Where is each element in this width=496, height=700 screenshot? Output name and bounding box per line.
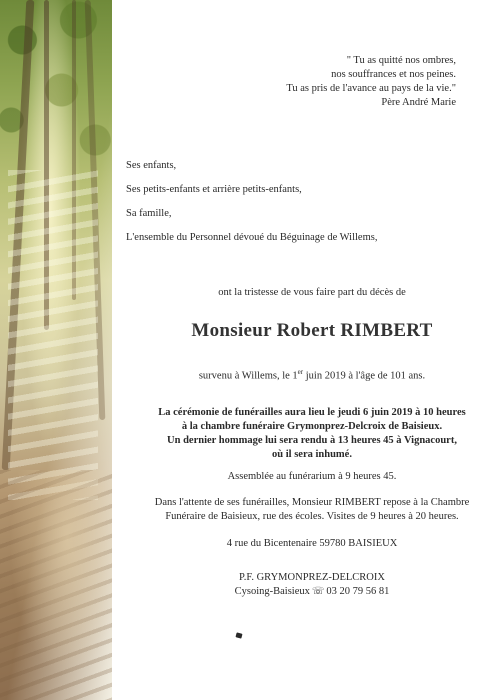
ceremony-line: Un dernier hommage lui sera rendu à 13 heures 45 à Vignacourt, [167, 435, 457, 446]
scan-mark [235, 632, 242, 638]
forest-path-photo [0, 0, 112, 700]
address: 4 rue du Bicentenaire 59780 BAISIEUX [226, 538, 398, 549]
ceremony-line: où il sera inhumé. [272, 449, 352, 460]
family-line: Ses petits-enfants et arrière petits-enfants, [126, 184, 302, 195]
funeral-home-name: P.F. GRYMONPREZ-DELCROIX [239, 572, 385, 583]
quote-line: nos souffrances et nos peines. [331, 69, 456, 80]
death-notice [112, 368, 496, 382]
family-line: L'ensemble du Personnel dévoué du Béguinage de Willems, [126, 232, 378, 243]
funeral-home-city: Cysoing-Baisieux [234, 586, 310, 597]
forest-path [0, 470, 112, 700]
light-rays [8, 170, 98, 500]
family-line: Sa famille, [126, 208, 172, 219]
quote-line: " Tu as quitté nos ombres, [346, 55, 456, 66]
telephone-icon: ☏ [311, 586, 325, 597]
family-line: Ses enfants, [126, 160, 177, 171]
death-sup: er [297, 368, 304, 376]
rest-line: Funéraire de Baisieux, rue des écoles. Visites de 9 heures à 20 heures. [165, 511, 459, 522]
assembly-note: Assemblée au funérarium à 9 heures 45. [227, 471, 397, 482]
quote-line: Tu as pris de l'avance au pays de la vie." [286, 83, 456, 94]
deceased-name: Monsieur Robert RIMBERT [191, 320, 433, 341]
announcement: ont la tristesse de vous faire part du décès de [218, 287, 406, 298]
quote-author: Père André Marie [381, 97, 456, 108]
death-text: survenu à Willems, le 1 [198, 370, 298, 382]
ceremony-line: La cérémonie de funérailles aura lieu le jeudi 6 juin 2019 à 10 heures [158, 407, 466, 418]
funeral-home-contact [112, 585, 496, 599]
death-text: juin 2019 à l'âge de 101 ans. [303, 370, 426, 382]
ceremony-line: à la chambre funéraire Grymonprez-Delcroix de Baisieux. [181, 421, 443, 432]
funeral-home-phone: 03 20 79 56 81 [326, 586, 390, 597]
rest-line: Dans l'attente de ses funérailles, Monsieur RIMBERT repose à la Chambre [154, 497, 470, 508]
